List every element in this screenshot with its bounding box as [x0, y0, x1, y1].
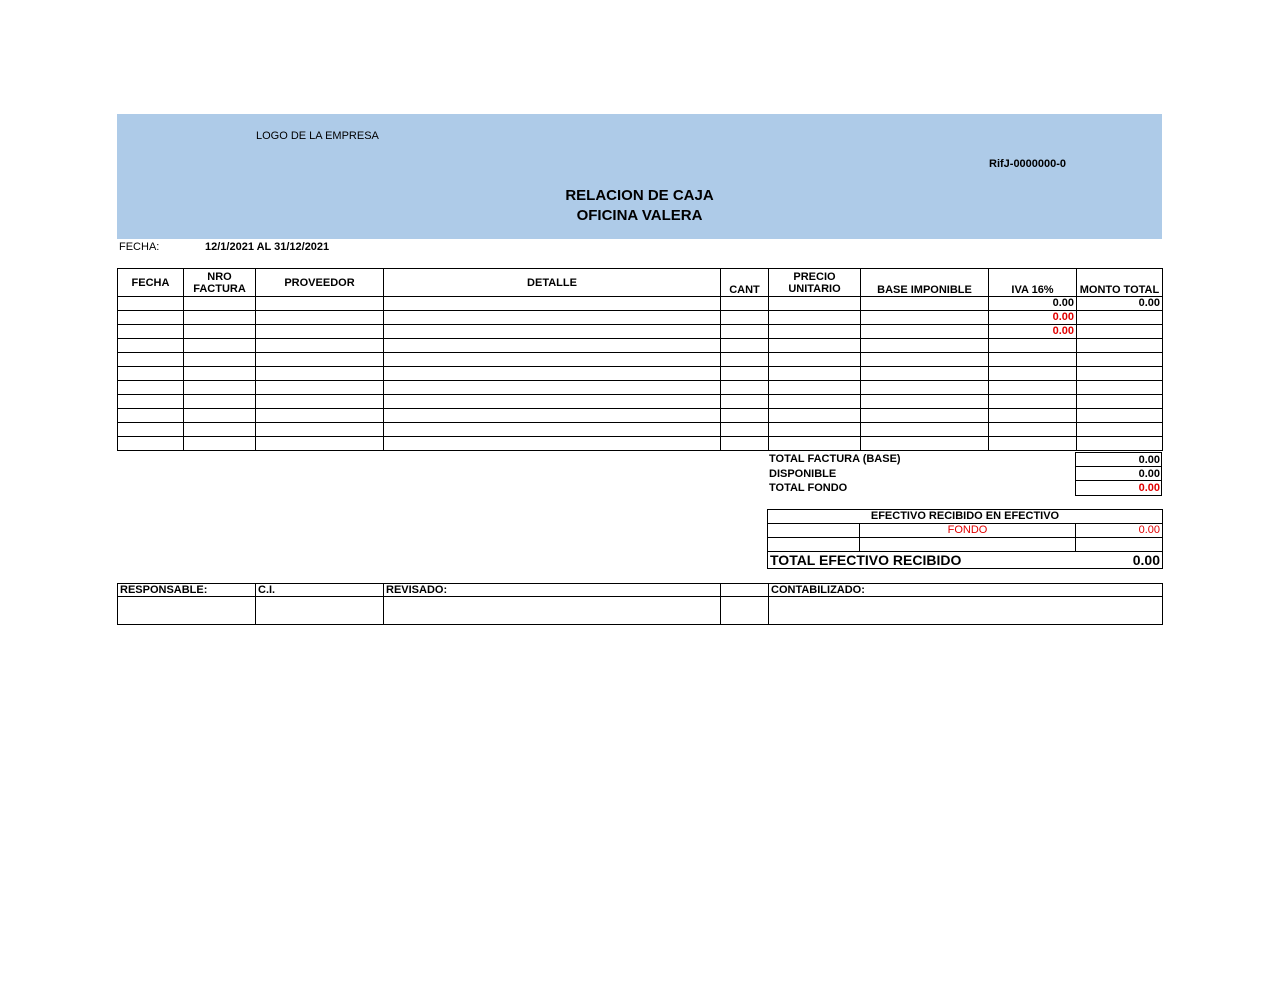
iva-cell[interactable] [989, 367, 1077, 381]
table-row [118, 325, 1163, 339]
table-cell[interactable] [184, 339, 256, 353]
table-cell[interactable] [256, 367, 384, 381]
efectivo-empty-row [768, 538, 1163, 552]
table-cell[interactable] [256, 297, 384, 311]
col-detalle: DETALLE [384, 269, 721, 297]
col-precio-line1: PRECIO [793, 270, 836, 283]
rif-number: RifJ-0000000-0 [989, 158, 1067, 170]
table-header-row [118, 269, 1163, 297]
table-row [118, 297, 1163, 311]
table-cell[interactable] [769, 325, 861, 339]
table-cell[interactable] [384, 325, 721, 339]
contabilizado-field[interactable] [769, 597, 1163, 625]
table-row [118, 339, 1163, 353]
table-cell[interactable] [769, 395, 861, 409]
table-cell[interactable] [184, 381, 256, 395]
table-cell[interactable] [861, 409, 989, 423]
table-cell[interactable] [384, 423, 721, 437]
iva-cell[interactable] [989, 423, 1077, 437]
monto-total-cell[interactable] [1077, 325, 1163, 339]
table-cell[interactable] [118, 423, 184, 437]
total-efectivo-label: TOTAL EFECTIVO RECIBIDO [768, 552, 1076, 569]
efectivo-header-row [768, 510, 1163, 524]
iva-cell[interactable] [989, 381, 1077, 395]
table-cell[interactable] [861, 353, 989, 367]
table-cell[interactable] [721, 367, 769, 381]
disponible-label: DISPONIBLE [769, 468, 837, 480]
table-cell[interactable] [256, 381, 384, 395]
table-cell[interactable] [721, 423, 769, 437]
table-row [118, 367, 1163, 381]
table-cell[interactable] [184, 311, 256, 325]
table-cell[interactable] [118, 395, 184, 409]
table-row [118, 423, 1163, 437]
signature-table [117, 583, 1163, 625]
iva-cell[interactable] [989, 353, 1077, 367]
table-cell[interactable] [769, 339, 861, 353]
table-cell[interactable] [769, 409, 861, 423]
iva-cell[interactable]: 0.00 [989, 297, 1077, 311]
table-cell[interactable] [118, 381, 184, 395]
responsable-label: RESPONSABLE: [118, 584, 256, 597]
col-fecha: FECHA [118, 269, 184, 297]
disponible-value: 0.00 [1075, 466, 1162, 480]
efectivo-blank-cell [768, 524, 860, 538]
table-cell[interactable] [384, 367, 721, 381]
table-cell[interactable] [384, 437, 721, 451]
table-cell[interactable] [118, 409, 184, 423]
table-cell[interactable] [861, 381, 989, 395]
efectivo-fondo-row [768, 524, 1163, 538]
table-cell[interactable] [769, 367, 861, 381]
table-cell[interactable] [384, 395, 721, 409]
table-cell[interactable] [861, 367, 989, 381]
table-cell[interactable] [384, 311, 721, 325]
table-cell[interactable] [184, 353, 256, 367]
monto-total-cell[interactable] [1077, 353, 1163, 367]
table-cell[interactable] [256, 311, 384, 325]
table-cell[interactable] [384, 297, 721, 311]
table-row [118, 353, 1163, 367]
col-precio-line2: UNITARIO [788, 282, 841, 295]
table-row [118, 395, 1163, 409]
monto-total-cell[interactable] [1077, 437, 1163, 451]
table-cell[interactable] [769, 297, 861, 311]
contabilizado-label: CONTABILIZADO: [769, 584, 1163, 597]
monto-total-cell[interactable]: 0.00 [1077, 297, 1163, 311]
table-cell[interactable] [861, 297, 989, 311]
table-cell[interactable] [861, 325, 989, 339]
iva-cell[interactable] [989, 339, 1077, 353]
table-cell[interactable] [184, 437, 256, 451]
col-iva: IVA 16% [989, 269, 1077, 297]
table-cell[interactable] [184, 395, 256, 409]
table-cell[interactable] [118, 367, 184, 381]
table-cell[interactable] [256, 437, 384, 451]
table-cell[interactable] [721, 325, 769, 339]
table-cell[interactable] [721, 339, 769, 353]
table-cell[interactable] [721, 437, 769, 451]
table-cell[interactable] [861, 339, 989, 353]
table-row [118, 437, 1163, 451]
efectivo-table [767, 509, 1163, 569]
signature-label-row [118, 584, 1163, 597]
table-cell[interactable] [721, 381, 769, 395]
table-cell[interactable] [256, 325, 384, 339]
table-cell[interactable] [721, 297, 769, 311]
signature-blank [721, 584, 769, 597]
responsable-field[interactable] [118, 597, 256, 625]
table-row [118, 311, 1163, 325]
iva-cell[interactable] [989, 409, 1077, 423]
iva-cell[interactable] [989, 437, 1077, 451]
table-cell[interactable] [861, 423, 989, 437]
monto-total-cell[interactable] [1077, 339, 1163, 353]
col-cant: CANT [721, 269, 769, 297]
total-factura-value: 0.00 [1075, 452, 1162, 466]
monto-total-cell[interactable] [1077, 381, 1163, 395]
table-cell[interactable] [861, 395, 989, 409]
col-nro-line1: NRO [207, 270, 232, 283]
table-cell[interactable] [184, 367, 256, 381]
efectivo-total-row [768, 552, 1163, 569]
table-cell[interactable] [384, 409, 721, 423]
table-cell[interactable] [384, 381, 721, 395]
table-cell[interactable] [769, 381, 861, 395]
company-logo-placeholder: LOGO DE LA EMPRESA [256, 130, 379, 142]
table-cell[interactable] [184, 325, 256, 339]
cash-relation-table [117, 268, 1163, 451]
table-cell[interactable] [184, 423, 256, 437]
signature-blank-field [721, 597, 769, 625]
table-cell[interactable] [118, 325, 184, 339]
table-cell[interactable] [256, 409, 384, 423]
office-name: OFICINA VALERA [576, 207, 703, 224]
col-proveedor: PROVEEDOR [256, 269, 384, 297]
signature-space-row [118, 597, 1163, 625]
table-cell[interactable] [769, 353, 861, 367]
iva-cell[interactable]: 0.00 [989, 325, 1077, 339]
monto-total-cell[interactable] [1077, 409, 1163, 423]
table-cell[interactable] [256, 395, 384, 409]
table-row [118, 409, 1163, 423]
iva-cell[interactable] [989, 395, 1077, 409]
col-monto-total: MONTO TOTAL [1077, 269, 1163, 297]
table-cell[interactable] [721, 353, 769, 367]
table-cell[interactable] [256, 339, 384, 353]
table-cell[interactable] [118, 437, 184, 451]
ci-field[interactable] [256, 597, 384, 625]
table-cell[interactable] [384, 339, 721, 353]
monto-total-cell[interactable] [1077, 423, 1163, 437]
fondo-value: 0.00 [1076, 524, 1163, 538]
table-cell[interactable] [256, 423, 384, 437]
table-cell[interactable] [721, 395, 769, 409]
total-efectivo-value: 0.00 [1076, 552, 1163, 569]
table-cell[interactable] [118, 297, 184, 311]
total-factura-label: TOTAL FACTURA (BASE) [769, 453, 901, 465]
col-nro-line2: FACTURA [193, 282, 246, 295]
col-precio-unitario [769, 269, 861, 297]
table-cell[interactable] [118, 339, 184, 353]
col-nro-factura [184, 269, 256, 297]
efectivo-header: EFECTIVO RECIBIDO EN EFECTIVO [768, 510, 1163, 524]
table-cell[interactable] [721, 409, 769, 423]
table-row [118, 381, 1163, 395]
fondo-label: FONDO [860, 524, 1076, 538]
fecha-label: FECHA: [119, 241, 160, 253]
total-fondo-value: 0.00 [1075, 480, 1162, 496]
monto-total-cell[interactable] [1077, 311, 1163, 325]
ci-label: C.I. [256, 584, 384, 597]
fecha-range: 12/1/2021 AL 31/12/2021 [205, 241, 330, 253]
table-cell[interactable] [861, 311, 989, 325]
table-cell[interactable] [861, 437, 989, 451]
table-cell[interactable] [721, 311, 769, 325]
table-cell[interactable] [256, 353, 384, 367]
total-fondo-label: TOTAL FONDO [769, 482, 848, 494]
table-cell[interactable] [769, 437, 861, 451]
document-title: RELACION DE CAJA [565, 187, 714, 204]
table-cell[interactable] [184, 409, 256, 423]
table-cell[interactable] [384, 353, 721, 367]
iva-cell[interactable]: 0.00 [989, 311, 1077, 325]
revisado-label: REVISADO: [384, 584, 721, 597]
revisado-field[interactable] [384, 597, 721, 625]
table-cell[interactable] [769, 311, 861, 325]
col-base-imponible: BASE IMPONIBLE [861, 269, 989, 297]
monto-total-cell[interactable] [1077, 367, 1163, 381]
monto-total-cell[interactable] [1077, 395, 1163, 409]
table-cell[interactable] [769, 423, 861, 437]
table-cell[interactable] [118, 311, 184, 325]
table-cell[interactable] [184, 297, 256, 311]
table-cell[interactable] [118, 353, 184, 367]
